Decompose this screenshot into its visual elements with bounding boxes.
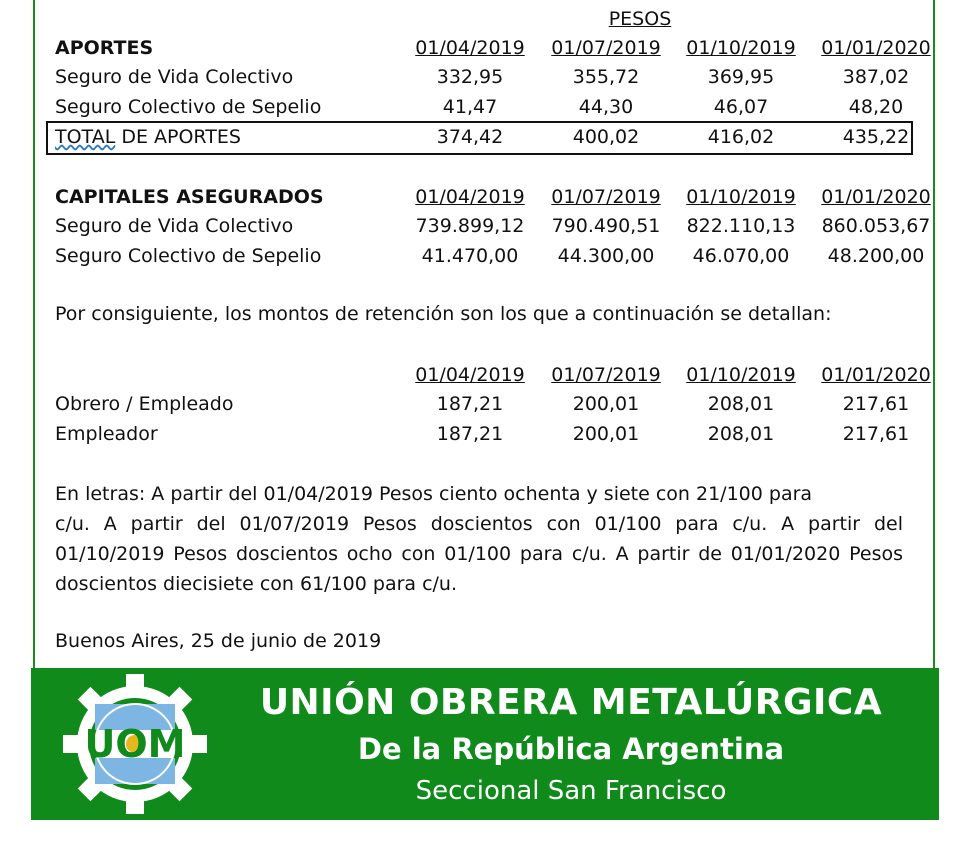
cell-value: 200,01	[572, 423, 640, 445]
aportes-header-row	[35, 33, 933, 63]
cell-value: 332,95	[436, 66, 504, 88]
retencion-date-2: 01/07/2019	[551, 364, 661, 386]
org-country: De la República Argentina	[357, 732, 785, 766]
cell-value: 208,01	[707, 423, 775, 445]
cell-value: 860.053,67	[821, 215, 931, 237]
capitales-date-3: 01/10/2019	[686, 186, 796, 208]
letras-line: doscientos diecisiete con 61/100 para c/u.	[55, 573, 458, 595]
org-name: UNIÓN OBRERA METALÚRGICA	[259, 682, 883, 723]
aportes-title: APORTES	[55, 37, 154, 59]
cell-value: 41.470,00	[421, 245, 519, 267]
retencion-header-row	[35, 360, 933, 390]
cell-value: 790.490,51	[551, 215, 661, 237]
capitales-date-1: 01/04/2019	[415, 186, 525, 208]
row-label: Obrero / Empleado	[55, 393, 234, 415]
cell-value: 217,61	[842, 393, 910, 415]
retencion-date-1: 01/04/2019	[415, 364, 525, 386]
cell-value: 387,02	[842, 66, 910, 88]
table-row	[35, 211, 933, 241]
cell-value: 187,21	[436, 393, 504, 415]
table-row	[35, 92, 933, 122]
table-row	[35, 62, 933, 92]
cell-value: 355,72	[572, 66, 640, 88]
aportes-date-1: 01/04/2019	[415, 37, 525, 59]
letras-line: 01/10/2019 Pesos doscientos ocho con 01/100 para c/u. A partir de 01/01/2020 Pesos	[55, 543, 903, 565]
intro-text: Por consiguiente, los montos de retención son los que a continuación se detallan:	[55, 303, 832, 325]
row-label: Empleador	[55, 423, 158, 445]
capitales-date-2: 01/07/2019	[551, 186, 661, 208]
currency-header-row	[35, 4, 933, 34]
cell-value: 44.300,00	[557, 245, 655, 267]
place-date-row	[35, 626, 933, 656]
cell-value: 187,21	[436, 423, 504, 445]
total-label-part1: TOTAL	[55, 126, 116, 148]
cell-value: 739.899,12	[415, 215, 525, 237]
table-row	[35, 419, 933, 449]
table-row	[35, 389, 933, 419]
total-value: 400,02	[572, 126, 640, 148]
row-label: Seguro de Vida Colectivo	[55, 215, 294, 237]
cell-value: 208,01	[707, 393, 775, 415]
letras-line: En letras: A partir del 01/04/2019 Pesos ciento ochenta y siete con 21/100 para	[55, 483, 813, 505]
org-section: Seccional San Francisco	[415, 776, 727, 806]
aportes-date-4: 01/01/2020	[821, 37, 931, 59]
letras-paragraph	[55, 479, 903, 599]
total-label	[55, 122, 241, 152]
row-label: Seguro de Vida Colectivo	[55, 66, 294, 88]
retencion-date-3: 01/10/2019	[686, 364, 796, 386]
cell-value: 217,61	[842, 423, 910, 445]
currency-header: PESOS	[608, 8, 672, 30]
cell-value: 369,95	[707, 66, 775, 88]
row-label: Seguro Colectivo de Sepelio	[55, 245, 322, 267]
uom-logo-icon	[55, 674, 215, 814]
cell-value: 46,07	[713, 96, 769, 118]
logo-text: UOM	[84, 722, 186, 766]
cell-value: 44,30	[578, 96, 634, 118]
letras-line: c/u. A partir del 01/07/2019 Pesos doscientos con 01/100 para c/u. A partir del	[55, 513, 903, 535]
total-value: 416,02	[707, 126, 775, 148]
table-row	[35, 241, 933, 271]
capitales-title: CAPITALES ASEGURADOS	[55, 186, 324, 208]
cell-value: 48.200,00	[827, 245, 925, 267]
aportes-date-2: 01/07/2019	[551, 37, 661, 59]
cell-value: 48,20	[848, 96, 904, 118]
total-label-part2: DE APORTES	[115, 126, 241, 148]
cell-value: 200,01	[572, 393, 640, 415]
footer-banner	[31, 668, 939, 820]
intro-row	[35, 299, 933, 329]
total-value: 435,22	[842, 126, 910, 148]
cell-value: 822.110,13	[686, 215, 796, 237]
capitales-header-row	[35, 182, 933, 212]
document-page	[33, 0, 935, 668]
total-row	[35, 122, 933, 152]
cell-value: 46.070,00	[692, 245, 790, 267]
total-value: 374,42	[436, 126, 504, 148]
cell-value: 41,47	[442, 96, 498, 118]
place-date: Buenos Aires, 25 de junio de 2019	[55, 630, 382, 652]
row-label: Seguro Colectivo de Sepelio	[55, 96, 322, 118]
retencion-date-4: 01/01/2020	[821, 364, 931, 386]
capitales-date-4: 01/01/2020	[821, 186, 931, 208]
aportes-date-3: 01/10/2019	[686, 37, 796, 59]
